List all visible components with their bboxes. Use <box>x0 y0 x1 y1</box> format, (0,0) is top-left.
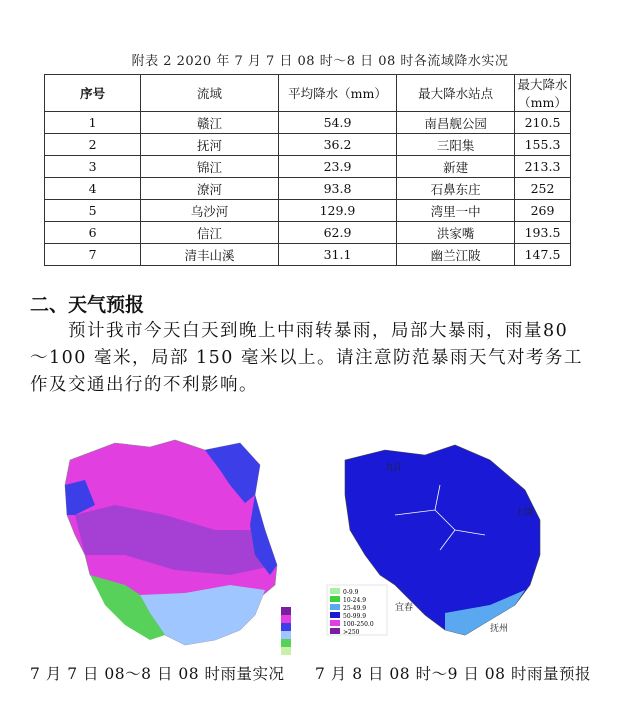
header-index: 序号 <box>45 75 141 112</box>
map1-legend <box>281 607 291 655</box>
cell-basin: 赣江 <box>141 112 279 134</box>
cell-avg-rain: 36.2 <box>278 134 396 156</box>
cell-index: 3 <box>45 156 141 178</box>
cell-max-rain: 193.5 <box>515 222 571 244</box>
label-jiujiang: 九江 <box>385 463 404 473</box>
cell-index: 6 <box>45 222 141 244</box>
cell-max-rain: 147.5 <box>515 244 571 266</box>
cell-avg-rain: 23.9 <box>278 156 396 178</box>
cell-avg-rain: 93.8 <box>278 178 396 200</box>
cell-basin: 清丰山溪 <box>141 244 279 266</box>
cell-avg-rain: 31.1 <box>278 244 396 266</box>
cell-max-rain: 155.3 <box>515 134 571 156</box>
cell-avg-rain: 129.9 <box>278 200 396 222</box>
cell-max-station: 幽兰江陂 <box>397 244 515 266</box>
cell-index: 4 <box>45 178 141 200</box>
cell-max-station: 南昌舰公园 <box>397 112 515 134</box>
cell-max-rain: 213.3 <box>515 156 571 178</box>
table-row <box>45 244 571 266</box>
cell-index: 1 <box>45 112 141 134</box>
header-max-rain: 最大降水（mm） <box>515 75 571 112</box>
cell-avg-rain: 62.9 <box>278 222 396 244</box>
header-avg-rain: 平均降水（mm） <box>278 75 396 112</box>
cell-max-rain: 252 <box>515 178 571 200</box>
table-row <box>45 222 571 244</box>
cell-avg-rain: 54.9 <box>278 112 396 134</box>
table-row <box>45 134 571 156</box>
cell-basin: 锦江 <box>141 156 279 178</box>
cell-index: 2 <box>45 134 141 156</box>
forecast-map-caption: 7 月 8 日 08 时～9 日 08 时雨量预报 <box>315 665 591 683</box>
table-header-row <box>45 75 571 112</box>
label-yichun: 宜春 <box>395 603 414 613</box>
legend-0: 0-9.9 <box>343 589 359 596</box>
forecast-paragraph: 预计我市今天白天到晚上中雨转暴雨，局部大暴雨，雨量80～100 毫米，局部 150 毫米以上。请注意防范暴雨天气对考务工作及交通出行的不利影响。 <box>30 321 583 395</box>
rainfall-table <box>44 74 571 266</box>
map2-legend <box>327 585 387 636</box>
label-fuzhou: 抚州 <box>490 624 509 634</box>
legend-2: 25-49.9 <box>343 605 367 612</box>
table-row <box>45 200 571 222</box>
cell-basin: 抚河 <box>141 134 279 156</box>
cell-max-station: 洪家嘴 <box>397 222 515 244</box>
table-row <box>45 112 571 134</box>
legend-1: 10-24.9 <box>343 597 367 604</box>
cell-max-station: 新建 <box>397 156 515 178</box>
legend-5: >250 <box>343 629 360 636</box>
observed-map-caption: 7 月 7 日 08～8 日 08 时雨量实况 <box>30 665 285 683</box>
table-caption: 附表 2 2020 年 7 月 7 日 08 时～8 日 08 时各流域降水实况 <box>131 54 509 69</box>
table-row <box>45 178 571 200</box>
cell-basin: 信江 <box>141 222 279 244</box>
cell-index: 7 <box>45 244 141 266</box>
header-basin: 流域 <box>141 75 279 112</box>
forecast-rainfall-map <box>325 435 580 660</box>
label-shangrao: 上饶 <box>515 508 534 518</box>
cell-basin: 潦河 <box>141 178 279 200</box>
cell-max-station: 湾里一中 <box>397 200 515 222</box>
forecast-heading: 二、天气预报 <box>30 294 145 316</box>
legend-3: 50-99.9 <box>343 613 367 620</box>
table-row <box>45 156 571 178</box>
cell-max-rain: 210.5 <box>515 112 571 134</box>
cell-max-station: 三阳集 <box>397 134 515 156</box>
header-max-station: 最大降水站点 <box>397 75 515 112</box>
cell-basin: 乌沙河 <box>141 200 279 222</box>
cell-max-station: 石鼻东庄 <box>397 178 515 200</box>
cell-index: 5 <box>45 200 141 222</box>
observed-rainfall-map <box>55 435 295 660</box>
legend-4: 100-250.0 <box>343 621 374 628</box>
cell-max-rain: 269 <box>515 200 571 222</box>
